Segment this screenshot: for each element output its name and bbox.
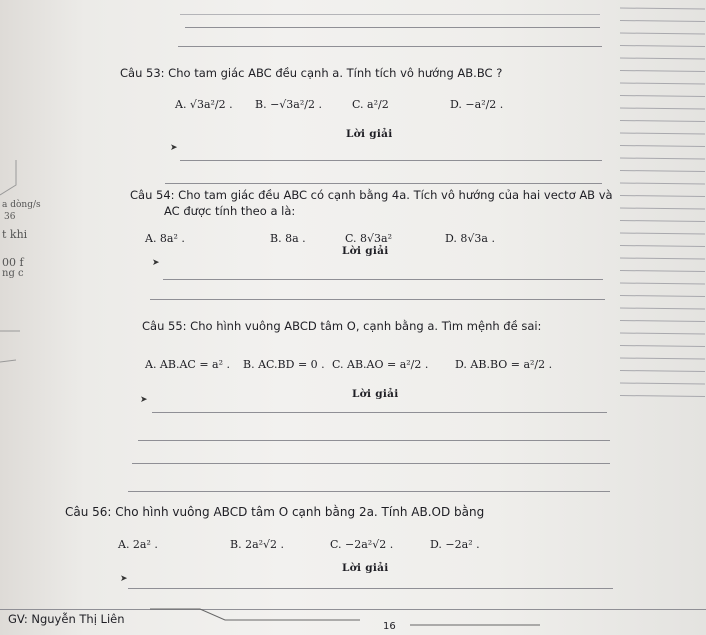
- q53-solution-label: Lời giải: [346, 128, 393, 140]
- question-54-text-line2: AC được tính theo a là:: [164, 204, 296, 218]
- margin-rule-line: [620, 371, 705, 372]
- q54-option-d: D. 8√3a .: [445, 232, 495, 245]
- answer-line: [128, 588, 613, 589]
- margin-rule-line: [620, 133, 705, 134]
- margin-rule-line: [620, 258, 705, 259]
- margin-fragment: a dòng/s: [2, 200, 41, 210]
- q54-option-b: B. 8a .: [270, 232, 306, 245]
- answer-line: [132, 463, 610, 464]
- answer-line: [152, 412, 607, 413]
- margin-rule-line: [620, 396, 705, 397]
- margin-rule-line: [620, 121, 705, 122]
- q55-option-a: A. AB.AC = a² .: [145, 358, 230, 371]
- margin-rule-line: [620, 46, 705, 47]
- margin-rule-line: [620, 333, 705, 334]
- margin-rule-line: [620, 321, 705, 322]
- q53-option-d: D. −a²/2 .: [450, 98, 504, 111]
- margin-rule-line: [620, 346, 705, 347]
- question-56-text: Câu 56: Cho hình vuông ABCD tâm O cạnh bằng 2a. Tính AB.OD bằng: [65, 505, 485, 519]
- margin-rule-line: [620, 58, 705, 59]
- q56-option-d: D. −2a² .: [430, 538, 480, 551]
- margin-rule-line: [620, 146, 705, 147]
- answer-line: [165, 183, 602, 184]
- q55-option-d: D. AB.BO = a²/2 .: [455, 358, 553, 371]
- margin-rule-line: [620, 383, 705, 384]
- question-55-text: Câu 55: Cho hình vuông ABCD tâm O, cạnh bằng a. Tìm mệnh đề sai:: [142, 319, 542, 333]
- margin-rule-line: [620, 246, 705, 247]
- margin-rule-line: [620, 283, 705, 284]
- arrow-icon: ➤: [140, 395, 148, 405]
- margin-rule-line: [620, 21, 705, 22]
- margin-rule-line: [620, 171, 705, 172]
- question-53-text: Câu 53: Cho tam giác ABC đều cạnh a. Tính tích vô hướng AB.BC ?: [120, 66, 503, 80]
- arrow-icon: ➤: [120, 574, 128, 584]
- answer-line: [138, 440, 610, 441]
- q53-option-b: B. −√3a²/2 .: [255, 98, 322, 111]
- answer-line: [178, 46, 602, 47]
- footer-page-number: 16: [383, 621, 396, 632]
- margin-fragment: 36: [4, 212, 16, 222]
- margin-rule-line: [620, 196, 705, 197]
- answer-line: [150, 299, 605, 300]
- margin-rule-line: [620, 183, 705, 184]
- margin-fragment: ng c: [2, 268, 24, 279]
- margin-rule-line: [620, 83, 705, 84]
- q56-option-b: B. 2a²√2 .: [230, 538, 285, 551]
- q55-solution-label: Lời giải: [352, 388, 399, 400]
- q54-solution-label: Lời giải: [342, 245, 389, 257]
- margin-fragment: 00 f: [2, 256, 24, 269]
- answer-line: [180, 14, 600, 15]
- margin-rule-line: [620, 208, 705, 209]
- answer-line: [185, 27, 600, 28]
- margin-rule-line: [620, 108, 705, 109]
- margin-rule-line: [620, 296, 705, 297]
- margin-rule-line: [620, 271, 705, 272]
- q53-option-c: C. a²/2: [352, 98, 389, 111]
- q56-solution-label: Lời giải: [342, 562, 389, 574]
- margin-rule-line: [620, 221, 705, 222]
- footer-author: GV: Nguyễn Thị Liên: [8, 612, 125, 626]
- q54-option-a: A. 8a² .: [145, 232, 185, 245]
- margin-rule-line: [620, 158, 705, 159]
- margin-rule-line: [620, 308, 705, 309]
- q53-option-a: A. √3a²/2 .: [175, 98, 233, 111]
- margin-rule-line: [620, 8, 705, 9]
- arrow-icon: ➤: [170, 143, 178, 153]
- answer-line: [163, 279, 603, 280]
- margin-rule-line: [620, 71, 705, 72]
- q55-option-b: B. AC.BD = 0 .: [243, 358, 325, 371]
- margin-rule-line: [620, 233, 705, 234]
- q56-option-c: C. −2a²√2 .: [330, 538, 394, 551]
- margin-fragment: t khi: [2, 228, 28, 241]
- q55-option-c: C. AB.AO = a²/2 .: [332, 358, 429, 371]
- q54-option-c: C. 8√3a²: [345, 232, 392, 245]
- footer-line: [0, 609, 706, 610]
- answer-line: [128, 491, 610, 492]
- margin-rule-line: [620, 358, 705, 359]
- margin-rule-line: [620, 96, 705, 97]
- margin-rule-line: [620, 33, 705, 34]
- answer-line: [180, 160, 602, 161]
- arrow-icon: ➤: [152, 258, 160, 268]
- q56-option-a: A. 2a² .: [118, 538, 158, 551]
- question-54-text-line1: Câu 54: Cho tam giác đều ABC có cạnh bằng 4a. Tích vô hướng của hai vectơ AB và: [130, 188, 613, 202]
